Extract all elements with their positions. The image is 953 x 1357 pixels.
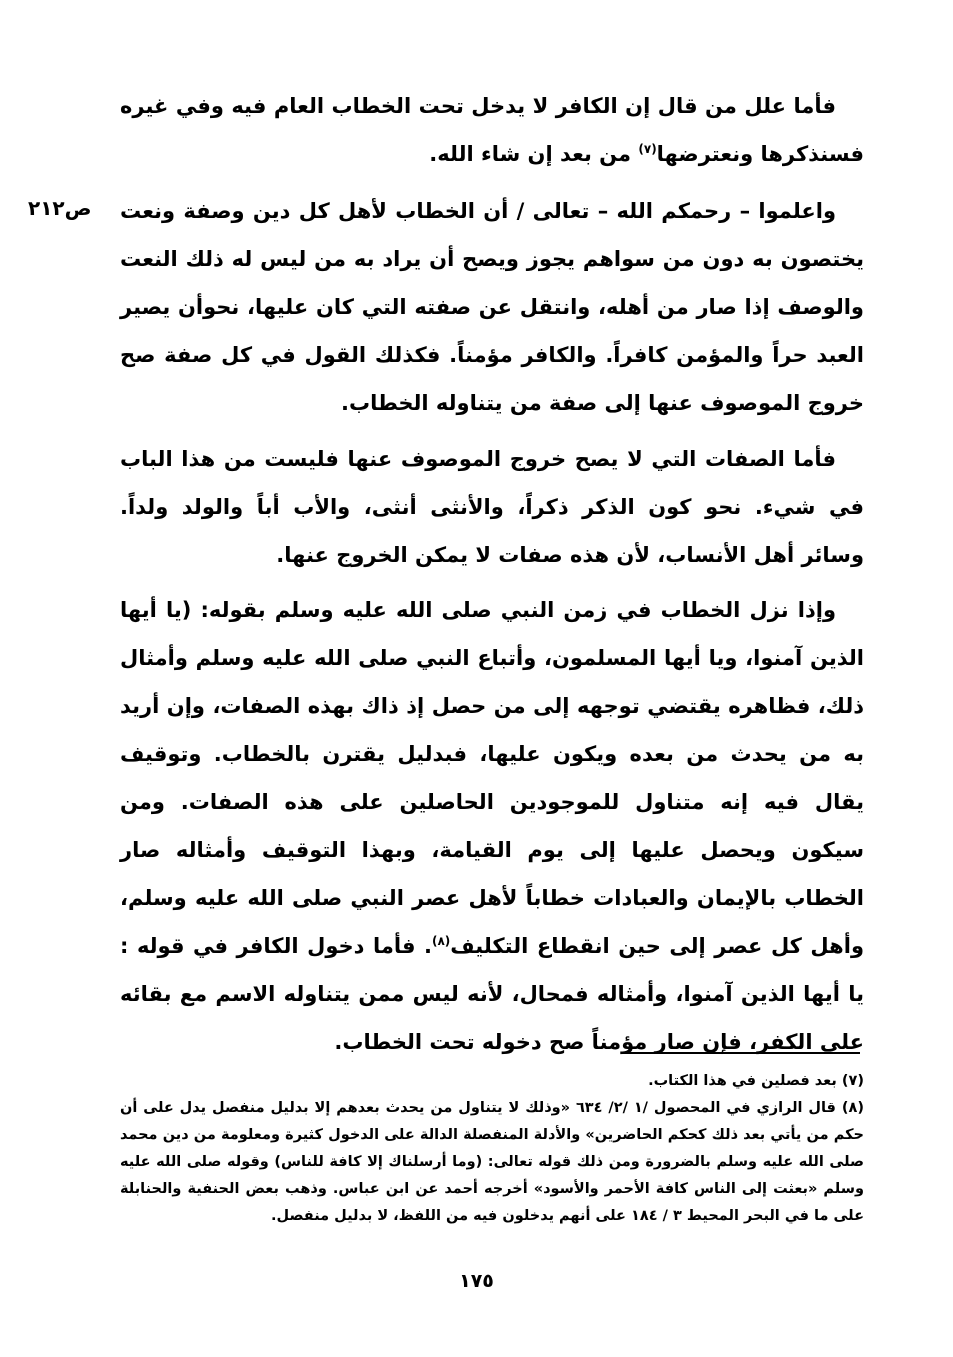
footnote-ref-8[interactable]: (٨): [431, 934, 451, 948]
paragraph-3-text: فأما الصفات التي لا يصح خروج الموصوف عنها فليست من هذا الباب في شيء. نحو كون الذكر ذكراً، والأنثى أنثى، والأب أباً والولد ولداً. وسائر أهل الأنساب، لأن هذه صفات لا يمكن الخروج عنها.: [120, 447, 864, 567]
margin-page-reference: ص٢١٢: [28, 196, 92, 220]
footnote-ref-7[interactable]: (٧): [638, 142, 657, 156]
paragraph-4-text: وإذا نزل الخطاب في زمن النبي صلى الله عليه وسلم بقوله: (يا أيها الذين آمنوا، ويا أيها المسلمون، وأتباع النبي صلى الله عليه وسلم وأمثال ذلك، فظاهره يقتضي توجهه إلى من حصل إذ ذاك بهذه الصفات، وإن أريد به من يحدث من بعده ويكون عليها، فبدليل يقترن بالخطاب. وتوقيف يقال فيه إنه متناول للموجودين الحاصلين على هذه الصفات. ومن سيكون ويحصل عليها إلى يوم القيامة، وبهذا التوقيف وأمثاله صار الخطاب بالإيمان والعبادات خطاباً لأهل عصر النبي صلى الله عليه وسلم، وأهل كل عصر إلى حين انقطاع التكليف: [120, 598, 864, 958]
paragraph-2: [120, 187, 864, 427]
paragraph-1-text: فأما علل من قال إن الكافر لا يدخل تحت الخطاب العام فيه وفي غيره فسنذكرها ونعترضها: [120, 94, 864, 166]
footnotes: [120, 1068, 864, 1230]
paragraph-4-text-after: . فأما دخول الكافر في قوله : يا أيها الذين آمنوا، وأمثاله فمحال، لأنه ليس ممن يتناوله الاسم مع بقائه على الكفر، فإن صار مؤمناً صح دخوله تحت الخطاب.: [120, 934, 864, 1054]
paragraph-1-text-after: من بعد إن شاء الله.: [429, 142, 639, 166]
footnote-divider: [622, 1052, 860, 1054]
footnote-7: (٧) بعد فصلين في هذا الكتاب.: [648, 1073, 864, 1089]
paragraph-2-text: واعلموا – رحمكم الله – تعالى / أن الخطاب لأهل كل دين وصفة ونعت يختصون به دون من سواهم يجوز ويصح أن يراد به من ليس له ذلك النعت والوصف إذا صار من أهله، وانتقل عن صفته التي كان عليها، نحوأن يصير العبد حراً والمؤمن كافراً. والكافر مؤمناً. فكذلك القول في كل صفة صح خروج الموصوف عنها إلى صفة من يتناوله الخطاب.: [120, 199, 864, 415]
footnote-8: (٨) قال الرازي في المحصول /١ /٢/ ٦٣٤ «وذلك لا يتناول من يحدث بعدهم إلا بدليل منفصل يدل على أن حكم من يأتي بعد ذلك كحكم الحاضرين» والأدلة المنفصلة الدالة على الدخول كثيرة ومعلومة من دين محمد صلى الله عليه وسلم بالضرورة ومن ذلك قوله تعالى: (وما أرسلناك إلا كافة للناس) وقوله صلى الله عليه وسلم «بعثت إلى الناس كافة الأحمر والأسود» أخرجه أحمد عن ابن عباس. وذهب بعض الحنفية والحنابلة على ما في البحر المحيط ٣ / ١٨٤ على أنهم يدخلون فيه من اللفظ، لا بدليل منفصل.: [120, 1100, 864, 1224]
page-number: ١٧٥: [459, 1270, 494, 1292]
paragraph-1: [120, 82, 864, 178]
paragraph-4: [120, 586, 864, 1066]
paragraph-3: [120, 435, 864, 579]
